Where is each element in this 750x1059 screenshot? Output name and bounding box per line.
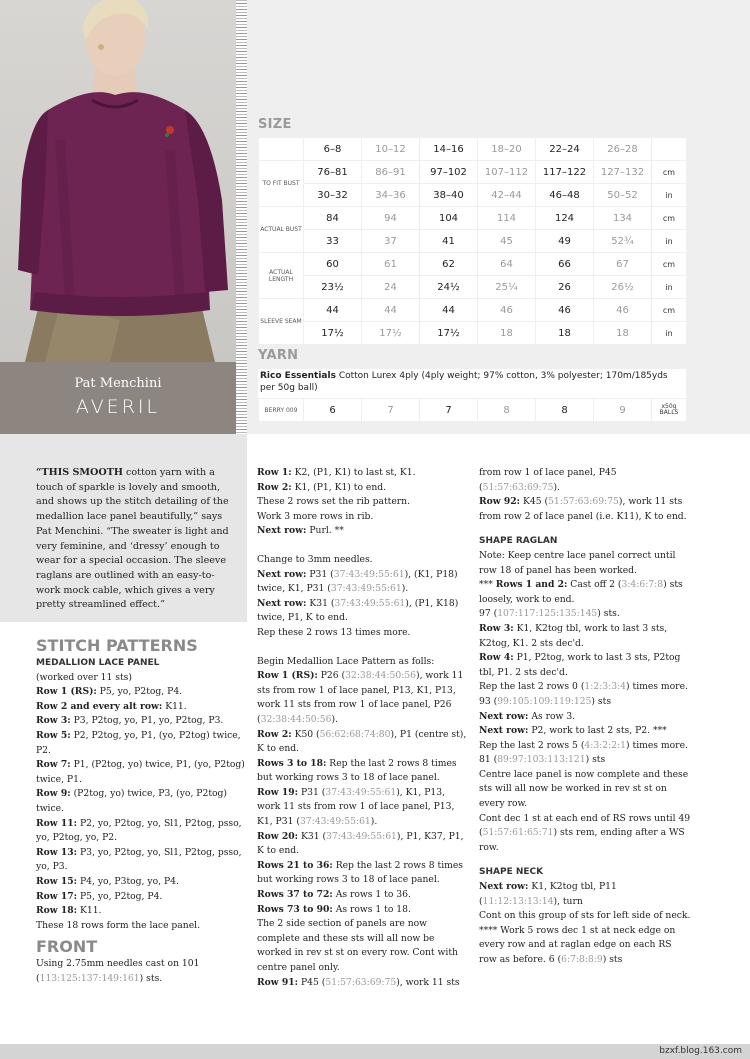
size-cell: 117–122	[536, 161, 594, 184]
size-cell: 45	[478, 230, 536, 253]
size-cell: 44	[362, 299, 420, 322]
lace-row: Row 17: P5, yo, P2tog, P4.	[36, 890, 163, 902]
rib-row: Work 3 more rows in rib.	[257, 510, 374, 522]
size-cell: 30–32	[304, 184, 362, 207]
footer-bar	[0, 1044, 750, 1059]
lace-row: Row 15: P4, yo, P3tog, yo, P4.	[36, 875, 179, 887]
size-col: 22–24	[536, 138, 594, 161]
raglan-row: *** Rows 1 and 2: Cast off 2 (3:4:6:7:8) sts loosely, work to end.	[479, 579, 683, 605]
size-cell: 26	[536, 276, 594, 299]
binding-edge	[236, 0, 247, 434]
size-col: 14–16	[420, 138, 478, 161]
lace-panel-heading: MEDALLION LACE PANEL	[36, 658, 160, 668]
yarn-row	[259, 399, 687, 422]
cont-dec: Cont dec 1 st at each end of RS rows until 49 (51:57:61:65:71) sts rem, ending after a WS row.	[479, 812, 691, 853]
yarn-unit: x50g BALLS	[652, 399, 687, 422]
yarn-description	[258, 369, 686, 398]
lace-row: Row 2 and every alt row: K11.	[36, 700, 187, 712]
size-row	[259, 322, 687, 345]
size-cell: 33	[304, 230, 362, 253]
size-cell: 46	[536, 299, 594, 322]
size-cell: 44	[420, 299, 478, 322]
next-row: Next row: P31 (37:43:49:55:61), (K1, P18) twice, K1, P31 (37:43:49:55:61).	[257, 568, 458, 595]
size-row	[259, 184, 687, 207]
lace-form: These 18 rows form the lace panel.	[36, 919, 201, 931]
rib-row: These 2 rows set the rib pattern.	[257, 496, 411, 508]
rib-row: Row 2: K1, (P1, K1) to end.	[257, 481, 387, 493]
lace-row: Row 11: P2, yo, P2tog, yo, Sl1, P2tog, psso, yo, P2tog, yo, P2.	[36, 817, 242, 844]
unit-cell: in	[652, 230, 687, 253]
needle-change: Change to 3mm needles.	[257, 553, 373, 565]
size-cell: 50–52	[594, 184, 652, 207]
row-label: SLEEVE SEAM	[259, 299, 304, 345]
size-header-row	[259, 138, 687, 161]
unit-cell: cm	[652, 253, 687, 276]
unit-cell: in	[652, 276, 687, 299]
pattern-row: Row 91: P45 (51:57:63:69:75), work 11 sts	[257, 976, 460, 988]
size-cell: 67	[594, 253, 652, 276]
size-row	[259, 299, 687, 322]
lace-row: Row 7: P1, (P2tog, yo) twice, P1, (yo, P2tog) twice, P1.	[36, 759, 245, 785]
pattern-row: Rows 21 to 36: Rep the last 2 rows 8 times but working rows 3 to 18 of lace panel.	[257, 859, 464, 886]
size-cell: 86–91	[362, 161, 420, 184]
unit-cell: cm	[652, 207, 687, 230]
next-row: Next row: K31 (37:43:49:55:61), (P1, K18) twice, P1, K to end.	[257, 597, 459, 624]
shape-neck-heading: SHAPE NECK	[479, 867, 544, 878]
raglan-row: Row 3: K1, K2tog tbl, work to last 3 sts, K2tog, K1. 2 sts dec'd.	[479, 622, 668, 649]
row-label: TO FIT BUST	[259, 161, 304, 207]
size-cell: 52¾	[594, 230, 652, 253]
row-label: ACTUAL LENGTH	[259, 253, 304, 299]
watermark: bzxf.blog.163.com	[659, 1046, 742, 1056]
size-cell: 84	[304, 207, 362, 230]
rib-row: Row 1: K2, (P1, K1) to last st, K1.	[257, 467, 416, 478]
size-cell: 23½	[304, 276, 362, 299]
lace-row: Row 9: (P2tog, yo) twice, P3, (yo, P2tog) twice.	[36, 788, 228, 814]
size-col: 6–8	[304, 138, 362, 161]
stitch-patterns-heading: STITCH PATTERNS	[36, 636, 198, 655]
size-cell: 62	[420, 253, 478, 276]
pattern-row: Rows 3 to 18: Rep the last 2 rows 8 times but working rows 3 to 18 of lace panel.	[257, 757, 457, 784]
shade-label: BERRY 009	[259, 399, 304, 422]
left-neck-note: Cont on this group of sts for left side of neck.	[479, 910, 691, 922]
designer-name: Pat Menchini	[74, 376, 162, 391]
pattern-row: Row 2: K50 (56:62:68:74:80), P1 (centre st), K to end.	[257, 728, 467, 755]
size-cell: 18	[536, 322, 594, 345]
size-cell: 46	[478, 299, 536, 322]
side-panels-note: The 2 side section of panels are now complete and these sts will all now be worked in rev st st on every row. Cont with centre panel only.	[257, 918, 458, 973]
size-cell: 64	[478, 253, 536, 276]
intro-lead: “THIS SMOOTH	[36, 467, 123, 478]
neck-row: Next row: K1, K2tog tbl, P11 (11:12:13:13:14), turn	[479, 881, 617, 907]
size-cell: 18	[478, 322, 536, 345]
size-row	[259, 276, 687, 299]
begin-lace: Begin Medallion Lace Pattern as folls:	[257, 655, 435, 667]
size-cell: 41	[420, 230, 478, 253]
neck-decrease: **** Work 5 rows dec 1 st at neck edge on every row and at raglan edge on each RS row as before. 6 (6:7:8:8:9) sts	[479, 924, 676, 965]
yarn-cell: 8	[536, 399, 594, 422]
front-heading: FRONT	[36, 937, 98, 957]
yarn-cell: 7	[362, 399, 420, 422]
size-cell: 24	[362, 276, 420, 299]
size-col: 26–28	[594, 138, 652, 161]
unit-cell: in	[652, 184, 687, 207]
row-label: ACTUAL BUST	[259, 207, 304, 253]
front-instructions-column	[257, 466, 469, 990]
yarn-cell: 6	[304, 399, 362, 422]
size-cell: 42–44	[478, 184, 536, 207]
yarn-name: Rico Essentials	[260, 371, 336, 381]
pattern-title: AVERIL	[75, 396, 161, 418]
size-row	[259, 207, 687, 230]
intro-text	[36, 466, 236, 613]
pattern-row: Row 1 (RS): P26 (32:38:44:50:56), work 11 sts from row 1 of lace panel, P13, K1, P13, work 11 sts from row 1 of lace panel, P26 (32:38:44:50:56).	[257, 670, 464, 725]
size-col: 10–12	[362, 138, 420, 161]
model-photo	[0, 0, 236, 362]
yarn-details: Cotton Lurex 4ply (4ply weight; 97% cotton, 3% polyester; 170m/185yds per 50g ball)	[260, 371, 668, 393]
shape-raglan-heading: SHAPE RAGLAN	[479, 536, 558, 547]
raglan-repeat: Rep the last 2 rows 0 (1:2:3:3:4) times more.	[479, 681, 688, 693]
pattern-row: Rows 73 to 90: As rows 1 to 18.	[257, 903, 411, 915]
yarn-cell: 7	[420, 399, 478, 422]
size-cell: 124	[536, 207, 594, 230]
stitch-count: 81 (89:97:103:113:121) sts	[479, 754, 606, 766]
size-row	[259, 161, 687, 184]
size-cell: 104	[420, 207, 478, 230]
size-cell: 17½	[420, 322, 478, 345]
raglan-row: Next row: P2, work to last 2 sts, P2. ***	[479, 725, 667, 737]
intro-body: cotton yarn with a touch of sparkle is lovely and smooth, and shows up the stitch detailing of the medallion lace panel beautifully,” says Pat Menchini. “The sweater is light and very feminine, and ‘dressy’ enough to wear for a special occasion. The sleeve raglans are outlined with an easy-to-work mock cable, which gives a very pretty streamlined effect.”	[36, 467, 229, 611]
size-cell: 24½	[420, 276, 478, 299]
raglan-repeat: Rep the last 2 rows 5 (4:3:2:2:1) times more.	[479, 739, 688, 751]
front-cast-on: Using 2.75mm needles cast on 101 (113:125:137:149:161) sts.	[36, 958, 200, 984]
raglan-row: Row 4: P1, P2tog, work to last 3 sts, P2tog tbl, P1. 2 sts dec'd.	[479, 652, 681, 678]
size-cell: 61	[362, 253, 420, 276]
lace-row: Row 1 (RS): P5, yo, P2tog, P4.	[36, 686, 183, 698]
size-cell: 38–40	[420, 184, 478, 207]
unit-cell: cm	[652, 161, 687, 184]
yarn-cell: 9	[594, 399, 652, 422]
raglan-note: Note: Keep centre lace panel correct until row 18 of panel has been worked.	[479, 549, 676, 576]
pattern-row: Rows 37 to 72: As rows 1 to 36.	[257, 889, 411, 901]
stitch-patterns-column	[36, 632, 248, 986]
size-cell: 17½	[362, 322, 420, 345]
size-cell: 17½	[304, 322, 362, 345]
pattern-row: Row 20: K31 (37:43:49:55:61), P1, K37, P1, K to end.	[257, 830, 464, 857]
pattern-row: Row 19: P31 (37:43:49:55:61), K1, P13, work 11 sts from row 1 of lace panel, P13, K1, P31 (37:43:49:55:61).	[257, 786, 455, 828]
size-cell: 134	[594, 207, 652, 230]
size-cell: 107–112	[478, 161, 536, 184]
raglan-row: Next row: As row 3.	[479, 710, 576, 722]
size-heading: SIZE	[258, 117, 292, 132]
shaping-column	[479, 466, 691, 968]
size-cell: 76–81	[304, 161, 362, 184]
size-cell: 60	[304, 253, 362, 276]
size-row	[259, 230, 687, 253]
size-cell: 37	[362, 230, 420, 253]
size-cell: 26½	[594, 276, 652, 299]
unit-cell: cm	[652, 299, 687, 322]
size-cell: 25¼	[478, 276, 536, 299]
model-illustration	[0, 0, 236, 362]
size-col: 18–20	[478, 138, 536, 161]
stitch-count: 93 (99:105:109:119:125) sts	[479, 695, 612, 707]
size-cell: 94	[362, 207, 420, 230]
size-row	[259, 253, 687, 276]
stitch-count: 97 (107:117:125:135:145) sts.	[479, 608, 620, 620]
size-cell: 114	[478, 207, 536, 230]
lace-row: Row 13: P3, yo, P2tog, yo, Sl1, P2tog, psso, yo, P3.	[36, 846, 242, 873]
unit-cell: in	[652, 322, 687, 345]
row-continued: from row 1 of lace panel, P45 (51:57:63:69:75).	[479, 467, 617, 493]
size-corner	[259, 138, 304, 161]
yarn-table	[258, 398, 687, 422]
worked-over: (worked over 11 sts)	[36, 671, 132, 683]
yarn-heading: YARN	[258, 348, 299, 363]
rib-row: Next row: Purl. **	[257, 525, 344, 537]
pattern-row: Row 92: K45 (51:57:63:69:75), work 11 sts from row 2 of lace panel (i.e. K11), K to end.	[479, 496, 687, 522]
lace-row: Row 5: P2, P2tog, yo, P1, (yo, P2tog) twice, P2.	[36, 729, 241, 756]
size-cell: 46	[594, 299, 652, 322]
size-cell: 97–102	[420, 161, 478, 184]
repeat-note: Rep these 2 rows 13 times more.	[257, 626, 411, 638]
size-cell: 44	[304, 299, 362, 322]
size-cell: 127–132	[594, 161, 652, 184]
size-cell: 66	[536, 253, 594, 276]
centre-complete: Centre lace panel is now complete and these sts will all now be worked in rev st st on every row.	[479, 768, 689, 810]
unit-cell	[652, 138, 687, 161]
size-table	[258, 137, 687, 345]
size-cell: 34–36	[362, 184, 420, 207]
yarn-cell: 8	[478, 399, 536, 422]
size-cell: 49	[536, 230, 594, 253]
size-cell: 18	[594, 322, 652, 345]
size-cell: 46–48	[536, 184, 594, 207]
lace-row: Row 3: P3, P2tog, yo, P1, yo, P2tog, P3.	[36, 715, 224, 727]
lace-row: Row 18: K11.	[36, 905, 102, 917]
